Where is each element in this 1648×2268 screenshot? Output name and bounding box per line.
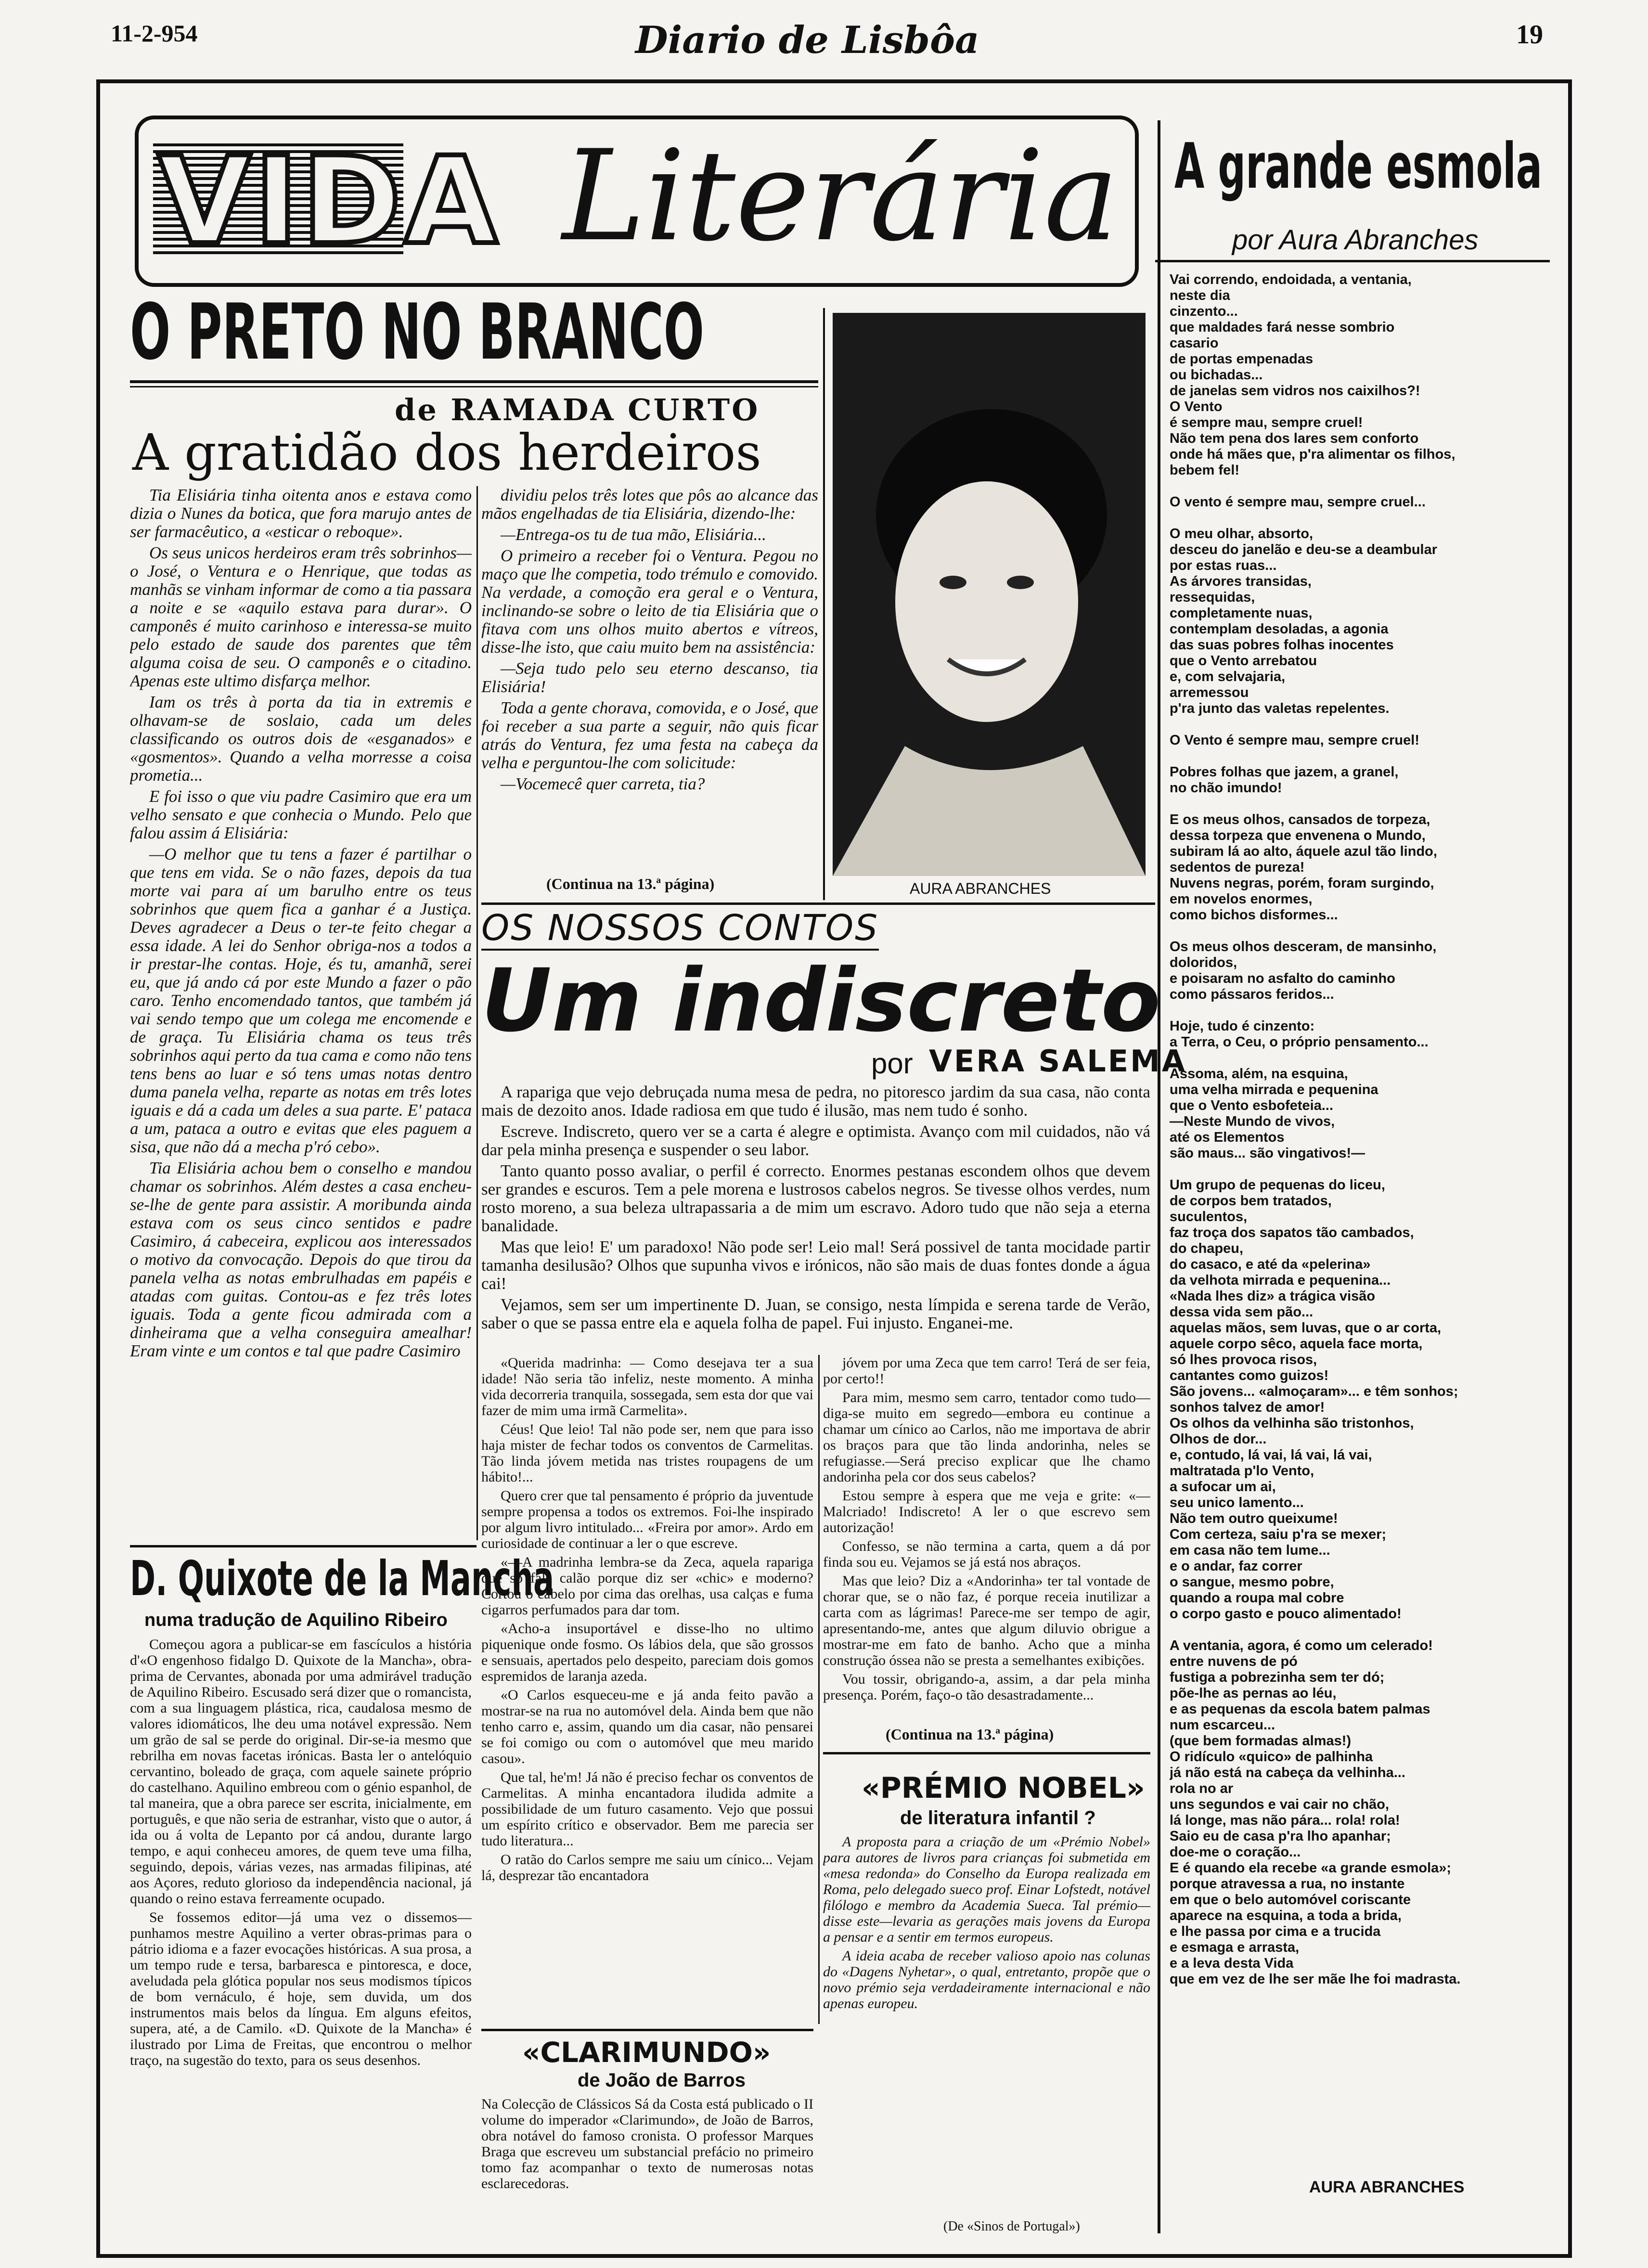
- poem-line: (que bem formadas almas!): [1170, 1733, 1352, 1749]
- poem-line: rola no ar: [1170, 1781, 1234, 1796]
- poem-line: O ridículo «quico» de palhinha: [1170, 1749, 1373, 1765]
- poem-line: das suas pobres folhas inocentes: [1170, 637, 1394, 653]
- poem-stanza-gap: [1170, 1003, 1555, 1018]
- contos-intro: [481, 1083, 1150, 1353]
- masthead-title: Diario de Lisbôa: [635, 18, 979, 62]
- poem-line: contemplam desoladas, a agonia: [1170, 621, 1389, 637]
- preto-paragraph: Toda a gente chorava, comovida, e o José, que foi receber a sua parte a seguir, não quis ficar atrás do Ventura, fez uma festa na cabeça da velha e perguntou-lhe com solicitude:: [481, 698, 818, 772]
- poem-line: neste dia: [1170, 288, 1230, 303]
- preto-paragraph: Tia Elisiária achou bem o conselho e mandou chamar os sobrinhos. Além destes a casa encheu-se-lhe de gente para assistir. A moribunda ainda estava com os seus cinco sentidos e padre Casimiro, á cabeceira, explicou aos interessados o motivo da convocação. Depois do que tirou da panela velha as notas embrulhadas em papéis e atadas com guitas. Contou-as e fez três lotes iguais. Toda a gente ficou admirada com a dinheirama que a velha conseguira amealhar! Eram vinte e um contos e tal que padre Casimiro: [130, 1159, 472, 1360]
- poem-stanza-gap: [1170, 796, 1555, 812]
- poem-line: Não tem outro queixume!: [1170, 1511, 1338, 1526]
- contos-col-rule: [818, 1355, 820, 2024]
- contos-byline-name: VERA SALEMA: [929, 1044, 1187, 1079]
- poem-line: o corpo gasto e pouco alimentado!: [1170, 1606, 1402, 1622]
- poem-line: põe-lhe as pernas ao léu,: [1170, 1686, 1337, 1701]
- issue-date: 11-2-954: [111, 20, 198, 47]
- poem-line: do casaco, e até da «pelerina»: [1170, 1257, 1371, 1272]
- contos-paragraph: «O Carlos esqueceu-me e já anda feito pavão a mostrar-se na rua no automóvel dela. Ainda bem que não tenho carro e, assim, quando um dia casar, não pensarei se foi comigo ou com o automóvel que meu marido casou».: [481, 1687, 813, 1766]
- esmola-title: A grande esmola: [1174, 129, 1543, 203]
- poem-line: que em vez de lhe ser mãe lhe foi madrasta.: [1170, 1972, 1461, 1987]
- section-banner: [135, 116, 1139, 287]
- poem-line: já não está na cabeça da velhinha...: [1170, 1765, 1405, 1780]
- esmola-byline: por Aura Abranches: [1232, 224, 1479, 256]
- contos-paragraph: Céus! Que leio! Tal não pode ser, nem que para isso haja mister de fechar todos os conventos de Carmelitas. Tão linda jóvem metida nas tristes roupagens de um hábito!...: [481, 1421, 813, 1485]
- contos-paragraph: «Querida madrinha: — Como desejava ter a sua idade! Não seria tão infeliz, neste momento. A minha vida decorreria tranquila, sossegada, sem esta dor que vai fazer de mim uma irmã Carmelita».: [481, 1355, 813, 1418]
- portrait-illustration: [833, 313, 1146, 876]
- poem-line: como pássaros feridos...: [1170, 987, 1334, 1002]
- poem-line: aparece na esquina, a toda a brida,: [1170, 1908, 1402, 1923]
- poem-line: subiram lá ao alto, áquele azul tão lindo,: [1170, 844, 1437, 859]
- contos-intro-paragraph: Escreve. Indiscreto, quero ver se a carta é alegre e optimista. Avanço com mil cuidados, não vá dar pela minha presença e suspender o seu labor.: [481, 1122, 1150, 1159]
- nobel-subtitle: de literatura infantil ?: [900, 1807, 1096, 1829]
- clarimundo-title: «CLARIMUNDO»: [522, 2036, 771, 2069]
- poem-line: cantantes como guizos!: [1170, 1368, 1329, 1383]
- poem-stanza-gap: [1170, 1622, 1555, 1638]
- preto-paragraph: Os seus unicos herdeiros eram três sobrinhos—o José, o Ventura e o Henrique, que todas as manhãs se vinham informar de como a tia passara a noite e se «aquilo estava para durar». O camponês é muito carinhoso e interessa-se muito pelo estado de saude dos parentes que têm alguma coisa de seu. O camponês e o citadino. Apenas este ultimo disfarça melhor.: [130, 543, 472, 690]
- poem-line: aquele corpo sêco, aquela face morta,: [1170, 1336, 1423, 1352]
- poem-line: que o Vento esbofeteia...: [1170, 1098, 1334, 1113]
- poem-line: é sempre mau, sempre cruel!: [1170, 415, 1363, 430]
- banner-vida: VIDA: [158, 131, 501, 271]
- poem-line: seu unico lamento...: [1170, 1495, 1304, 1510]
- esmola-rule: [1155, 260, 1550, 262]
- poem-line: onde há mães que, p'ra alimentar os filhos,: [1170, 447, 1455, 462]
- clarimundo-byline: de João de Barros: [578, 2070, 746, 2091]
- poem-line: O Vento é sempre mau, sempre cruel!: [1170, 733, 1419, 748]
- contos-paragraph: Mas que leio? Diz a «Andorinha» ter tal vontade de chorar que, se o não faz, é porque receia inutilizar a carta com as lágrimas! Parece-me ser tempo de agir, apresentando-me, antes que algum diluvio obrigue a mostrar-me em fato de banho. Acho que a minha construção óssea não se presta a semelhantes exibições.: [823, 1573, 1150, 1668]
- poem-line: e esmaga e arrasta,: [1170, 1940, 1300, 1955]
- contos-paragraph: Vou tossir, obrigando-a, assim, a dar pela minha presença. Porém, faço-o tão desastradamente...: [823, 1671, 1150, 1703]
- poem-line: entre nuvens de pó: [1170, 1654, 1298, 1669]
- contos-paragraph: Para mim, mesmo sem carro, tentador como tudo—diga-se muito em segredo—embora eu continue a chamar um cínico ao Carlos, não me importava de abrir os braços para que tão linda andorinha, neles se refugiasse.—Será preciso explicar que lhe chamo andorinha pela cor dos seus cabelos?: [823, 1390, 1150, 1485]
- poem-line: Saio eu de casa p'ra lho apanhar;: [1170, 1829, 1391, 1844]
- preto-paragraph: E foi isso o que viu padre Casimiro que era um velho sensato e que conhecia o Mundo. Pelo que falou assim á Elisiária:: [130, 787, 472, 842]
- poem-line: doloridos,: [1170, 955, 1237, 970]
- preto-paragraph: O primeiro a receber foi o Ventura. Pegou no maço que lhe competia, todo trémulo e comovido. Na verdade, a comoção era geral e o Ventura, inclinando-se sobre o leito de tia Elisiária que o fitava com uns olhos muito abertos e vítreos, disse-lhe isto, que caiu muito bem na assistência:: [481, 546, 818, 657]
- poem-line: por estas ruas...: [1170, 558, 1277, 573]
- poem-line: e, contudo, lá vai, lá vai, lá vai,: [1170, 1447, 1372, 1463]
- poem-line: doe-me o coração...: [1170, 1844, 1301, 1860]
- contos-column-a: [481, 1355, 813, 2024]
- preto-byline: de RAMADA CURTO: [395, 392, 760, 427]
- poem-line: E os meus olhos, cansados de torpeza,: [1170, 812, 1430, 827]
- poem-line: da velhota mirrada e pequenina...: [1170, 1273, 1391, 1288]
- poem-line: arremessou: [1170, 685, 1249, 700]
- poem-line: são maus... são vingativos!—: [1170, 1146, 1365, 1161]
- poem-line: sonhos talvez de amor!: [1170, 1400, 1325, 1415]
- preto-paragraph: —O melhor que tu tens a fazer é partilhar o que tens em vida. Se o não fazes, depois da tua morte vai para aí um barulho entre os teus sobrinhos que quem fica a ganhar é a Justiça. Deves agradecer a Deus o ter-te feito chegar a essa idade. A lei do Senhor obriga-nos a todos a ir prestar-lhe contas. Hoje, és tu, amanhã, serei eu, que já ando cá por este Mundo a fazer o pão caro. Tenho encomendado tantos, que também já vai sendo tempo que um colega me encomende e de graça. Tu Elisiária chama os teus três sobrinhos aqui perto da tua cama e como não tens tens bens ao luar e só tens umas notas dentro duma panela velha, reparte as notas em três lotes iguais e dá a cada um deles a sua parte. E' pataca a um, pataca a outro e evitas que eles paguem a sisa, que não dá a mecha p'ró cebo».: [130, 845, 472, 1156]
- contos-paragraph: Confesso, se não termina a carta, quem a dá por finda sou eu. Vejamos se já está nos abraços.: [823, 1538, 1150, 1570]
- poem-line: sedentos de pureza!: [1170, 860, 1305, 875]
- poem-line: num escarceu...: [1170, 1717, 1275, 1733]
- poem-line: casario: [1170, 335, 1219, 351]
- poem-stanza-gap: [1170, 748, 1555, 764]
- poem-line: Com certeza, saiu p'ra se mexer;: [1170, 1527, 1387, 1542]
- photo-caption: AURA ABRANCHES: [910, 880, 1051, 897]
- preto-paragraph: —Entrega-os tu de tua mão, Elisiária...: [501, 525, 766, 544]
- poem-line: O meu olhar, absorto,: [1170, 526, 1313, 541]
- poem-line: uma velha mirrada e pequenina: [1170, 1082, 1378, 1097]
- nobel-paragraph: A ideia acaba de receber valioso apoio nas colunas do «Dagens Nyhetar», o qual, entretanto, propõe que o novo prémio seja verdadeiramente internacional e não apenas europeu.: [823, 1948, 1150, 2011]
- clarimundo-text: Na Colecção de Clássicos Sá da Costa está publicado o II volume do imperador «Clarimundo», de João de Barros, obra notável do famoso cronista. O professor Marques Braga que escreveu um substancial prefácio no primeiro tomo faz acompanhar o texto de numerosas notas esclarecedoras.: [481, 2096, 813, 2191]
- contos-intro-paragraph: Vejamos, sem ser um impertinente D. Juan, se consigo, nesta límpida e serena tarde de Verão, saber o que se passa entre ela e aquela folha de papel. Fui injusto. Enganei-me.: [481, 1295, 1150, 1332]
- esmola-divider: [1158, 120, 1160, 2233]
- poem-line: e, com selvajaria,: [1170, 669, 1286, 684]
- poem-line: como bichos disformes...: [1170, 907, 1338, 923]
- poem-line: completamente nuas,: [1170, 606, 1313, 621]
- contos-paragraph: jóvem por uma Zeca que tem carro! Terá de ser feia, por certo!!: [823, 1355, 1150, 1387]
- preto-column-2: [481, 486, 818, 862]
- contos-intro-paragraph: A rapariga que vejo debruçada numa mesa de pedra, no pitoresco jardim da sua casa, não conta mais de dezoito anos. Idade radiosa em que tudo é ilusão, mas nem tudo é sonho.: [481, 1083, 1150, 1120]
- contos-title: Um indiscreto: [481, 951, 1161, 1051]
- poem-line: E é quando ela recebe «a grande esmola»;: [1170, 1860, 1452, 1876]
- poem-line: só lhes provoca risos,: [1170, 1352, 1317, 1367]
- contos-paragraph: O ratão do Carlos sempre me saiu um cínico... Vejam lá, desprezar tão encantadora: [481, 1852, 813, 1883]
- contos-label: OS NOSSOS CONTOS: [481, 907, 879, 951]
- poem-line: em que o belo automóvel coriscante: [1170, 1892, 1411, 1907]
- poem-line: suculentos,: [1170, 1209, 1248, 1224]
- poem-line: e o andar, faz correr: [1170, 1559, 1302, 1574]
- poem-line: de corpos bem tratados,: [1170, 1193, 1332, 1209]
- poem-line: Os meus olhos desceram, de mansinho,: [1170, 939, 1437, 954]
- poem-stanza-gap: [1170, 717, 1555, 733]
- preto-rule-2: [130, 386, 818, 387]
- poem-line: e lhe passa por cima e a trucida: [1170, 1924, 1381, 1939]
- poem-line: O vento é sempre mau, sempre cruel...: [1170, 494, 1426, 510]
- esmola-poem: [1170, 272, 1555, 2216]
- poem-line: Olhos de dor...: [1170, 1431, 1267, 1447]
- contos-paragraph: «Acho-a insuportável e disse-lho no ultimo piquenique onde fosmo. Os lábios dela, que são grossos e sensuais, apertados pelo despeito, pareciam dois gomos espremidos de laranja azeda.: [481, 1621, 813, 1684]
- poem-line: Um grupo de pequenas do liceu,: [1170, 1177, 1385, 1193]
- poem-line: p'ra junto das valetas repelentes.: [1170, 701, 1390, 716]
- poem-stanza-gap: [1170, 1161, 1555, 1177]
- poem-line: no chão imundo!: [1170, 780, 1282, 796]
- nobel-body: [823, 1834, 1150, 2209]
- poem-line: ressequidas,: [1170, 590, 1255, 605]
- poem-line: —Neste Mundo de vivos,: [1170, 1114, 1335, 1129]
- poem-line: Assoma, além, na esquina,: [1170, 1066, 1348, 1082]
- poem-stanza-gap: [1170, 478, 1555, 494]
- preto-continua: (Continua na 13.ª página): [546, 875, 715, 892]
- photo-left-rule: [823, 308, 825, 900]
- poem-line: em novelos enormes,: [1170, 891, 1313, 907]
- preto-column-1: [130, 486, 472, 1538]
- poem-line: «Nada lhes diz» a trágica visão: [1170, 1289, 1376, 1304]
- poem-line: porque atravessa a rua, no instante: [1170, 1876, 1405, 1892]
- poem-line: maltratada p'lo Vento,: [1170, 1463, 1314, 1479]
- portrait-photo: [833, 313, 1146, 876]
- poem-line: que o Vento arrebatou: [1170, 653, 1317, 669]
- contos-continua: (Continua na 13.ª página): [886, 1726, 1054, 1743]
- poem-stanza-gap: [1170, 923, 1555, 939]
- poem-line: aquelas mãos, sem luvas, que o ar corta,: [1170, 1320, 1442, 1336]
- preto-paragraph: —Vocemecê quer carreta, tia?: [501, 774, 705, 793]
- contos-rule: [481, 902, 1155, 905]
- poem-line: e a leva desta Vida: [1170, 1956, 1294, 1971]
- preto-paragraph: dividiu pelos três lotes que pôs ao alcance das mãos engelhadas de tia Elisiária, dizendo-lhe:: [481, 486, 818, 523]
- poem-stanza-gap: [1170, 510, 1555, 526]
- poem-line: dessa torpeza que envenena o Mundo,: [1170, 828, 1426, 843]
- preto-title: A gratidão dos herdeiros: [132, 423, 761, 482]
- poem-line: faz troça dos sapatos tão cambados,: [1170, 1225, 1414, 1240]
- poem-line: desceu do janelão e deu-se a deambular: [1170, 542, 1438, 557]
- contos-paragraph: Estou sempre à espera que me veja e grite: «—Malcriado! Indiscreto! A ler o que escrevo sem autorização!: [823, 1488, 1150, 1535]
- poem-line: uns segundos e vai cair no chão,: [1170, 1797, 1390, 1812]
- quixote-body: [130, 1637, 472, 2233]
- preto-paragraph: Tia Elisiária tinha oitenta anos e estava como dizia o Nunes da botica, que fora marujo antes de ser farmacêutico, a «esticar o reboque».: [130, 486, 472, 541]
- poem-line: até os Elementos: [1170, 1130, 1285, 1145]
- contos-paragraph: Que tal, he'm! Já não é preciso fechar os conventos de Carmelitas. A minha encantadora iludida admite a possibilidade de um futuro casamento. Vejo que possui um espírito crítico e observador. Bem me parecia ser tudo literatura...: [481, 1769, 813, 1849]
- quixote-subtitle: numa tradução de Aquilino Ribeiro: [144, 1610, 448, 1630]
- poem-line: As árvores transidas,: [1170, 574, 1312, 589]
- poem-line: O Vento: [1170, 399, 1223, 414]
- poem-line: do chapeu,: [1170, 1241, 1244, 1256]
- poem-line: Os olhos da velhinha são tristonhos,: [1170, 1416, 1414, 1431]
- nobel-paragraph: A proposta para a criação de um «Prémio Nobel» para autores de livros para crianças foi submetida em «mesa redonda» do Conselho da Europa realizada em Roma, pelo delegado sueco prof. Einar Lofstedt, notável filólogo e membro da Academia Sueca. Tal prémio—disse este—levaria as gerações mais jovens da Europa a pensar e a sentir em termos europeus.: [823, 1834, 1150, 1945]
- clarimundo-rule: [481, 2029, 813, 2031]
- contos-paragraph: Quero crer que tal pensamento é próprio da juventude sempre propensa a todos os extremos. Foi-lhe inspirado por algum livro intitulado... «Freira por amor». Ardo em curiosidade de continuar a ler o que escreve.: [481, 1488, 813, 1551]
- poem-line: que maldades fará nesse sombrio: [1170, 320, 1395, 335]
- poem-line: a sufocar um ai,: [1170, 1479, 1276, 1495]
- preto-paragraph: —Seja tudo pelo seu eterno descanso, tia Elisiária!: [481, 659, 818, 696]
- poem-stanza-gap: [1170, 1050, 1555, 1066]
- poem-line: A ventania, agora, é como um celerado!: [1170, 1638, 1433, 1653]
- poem-line: ou bichadas...: [1170, 367, 1263, 383]
- poem-line: São jovens... «almoçaram»... e têm sonhos;: [1170, 1384, 1458, 1399]
- poem-line: fustiga a pobrezinha sem ter dó;: [1170, 1670, 1385, 1685]
- contos-intro-paragraph: Mas que leio! E' um paradoxo! Não pode ser! Leio mal! Será possivel de tanta mocidade partir tamanha desilusão? Olhos que supunha vivos e irónicos, não são mais de duas fontes donde a água cai!: [481, 1237, 1150, 1293]
- page-number: 19: [1516, 20, 1543, 50]
- poem-line: a Terra, o Ceu, o próprio pensamento...: [1170, 1034, 1429, 1050]
- quixote-headline: D. Quixote de la Mancha: [130, 1550, 554, 1607]
- esmola-signature: AURA ABRANCHES: [1309, 2178, 1465, 2196]
- poem-line: o sangue, mesmo pobre,: [1170, 1574, 1334, 1590]
- poem-line: bebem fel!: [1170, 463, 1240, 478]
- poem-line: dessa vida sem pão...: [1170, 1304, 1313, 1320]
- preto-headline: O PRETO NO BRANCO: [130, 287, 705, 377]
- poem-line: em casa não tem lume...: [1170, 1543, 1330, 1558]
- contos-column-b: [823, 1355, 1150, 1721]
- banner-literaria: Literária: [562, 124, 1119, 269]
- poem-line: e as pequenas da escola batem palmas: [1170, 1701, 1430, 1717]
- poem-line: cinzento...: [1170, 304, 1238, 319]
- quixote-paragraph: Começou agora a publicar-se em fascículos a história d'«O engenhoso fidalgo D. Quixote de la Mancha», obra-prima de Cervantes, abonada por uma admirável tradução de Aquilino Ribeiro. Escusado será dizer que o romancista, com a sua linguagem plástica, rica, caudalosa mesmo de valores idiomáticos, lhe deu uma notável expressão. Nem um grão de sal se perde do original. Dir-se-ia mesmo que rebrilha em novas facetas irónicas. Basta ler o antelóquio cervantino, boleado de graça, com aquele sainete próprio do castelhano. Aquilino embreou com o génio espanhol, de tal maneira, que a obra parece ser escrita, inicialmente, em português, e que não seria de estranhar, visto que o autor, á ida ou á volta de Lepanto por cá andou, durante largo tempo, e aqui conheceu amores, de quem teve uma filha, seguindo, depois, várias vezes, nas armadas filipinas, até aos Açores, reduto glorioso da independência nacional, já quando o reino estava ferreamente ocupado.: [130, 1637, 472, 1907]
- nobel-rule: [823, 1752, 1150, 1754]
- contos-intro-paragraph: Tanto quanto posso avaliar, o perfil é correcto. Enormes pestanas escondem olhos que devem ser grandes e escuros. Tem a pele morena e lustrosos cabelos negros. Se tivesse olhos verdes, num rosto moreno, a sua beleza ultrapassaria a de mim um escravo. Adoro tudo que não seja a eterna banalidade.: [481, 1161, 1150, 1235]
- nobel-title: «PRÉMIO NOBEL»: [862, 1771, 1145, 1805]
- clarimundo-body: [481, 2096, 813, 2236]
- preto-col-rule: [476, 486, 478, 1540]
- nobel-source: (De «Sinos de Portugal»): [943, 2219, 1080, 2234]
- poem-line: de janelas sem vidros nos caixilhos?!: [1170, 383, 1420, 399]
- poem-line: lá longe, mas não pára... rola! rola!: [1170, 1813, 1400, 1828]
- poem-line: Não tem pena dos lares sem conforto: [1170, 431, 1419, 446]
- poem-line: Hoje, tudo é cinzento:: [1170, 1018, 1315, 1034]
- poem-line: e poisaram no asfalto do caminho: [1170, 971, 1395, 986]
- quixote-rule: [130, 1545, 476, 1547]
- preto-paragraph: Iam os três à porta da tia in extremis e olhavam-se de soslaio, cada um deles classificando os outros dois de «esganados» e «gosmentos». Quando a velha morresse a coisa prometia...: [130, 693, 472, 785]
- poem-line: quando a roupa mal cobre: [1170, 1590, 1344, 1606]
- poem-line: Nuvens negras, porém, foram surgindo,: [1170, 876, 1434, 891]
- preto-rule-1: [130, 380, 818, 383]
- contos-byline-por: por: [871, 1047, 913, 1080]
- poem-line: de portas empenadas: [1170, 351, 1313, 367]
- quixote-paragraph: Se fossemos editor—já uma vez o dissemos—punhamos mestre Aquilino a verter obras-primas para o pátrio idioma e a fazer evocações históricas. A sua prosa, a um tempo rude e tersa, barbaresca e pintoresca, e doce, aveludada pela glótica popular nos seus modismos típicos de bom vernáculo, é hoje, sem duvida, um dos instrumentos mais belos da língua. Em alguns efeitos, supera, até, a de Camilo. «D. Quixote de la Mancha» é ilustrado por Lima de Freitas, que encontrou o melhor traço, na sugestão do texto, para os seus desenhos.: [130, 1909, 472, 2068]
- poem-line: Pobres folhas que jazem, a granel,: [1170, 764, 1399, 780]
- poem-line: Vai correndo, endoidada, a ventania,: [1170, 272, 1412, 287]
- contos-paragraph: «—A madrinha lembra-se da Zeca, aquela rapariga que só fala calão porque diz ser «chic» e moderno? Cortou o cabelo por cima das orelhas, usa calças e fuma cigarros perfumados para dar tom.: [481, 1554, 813, 1618]
